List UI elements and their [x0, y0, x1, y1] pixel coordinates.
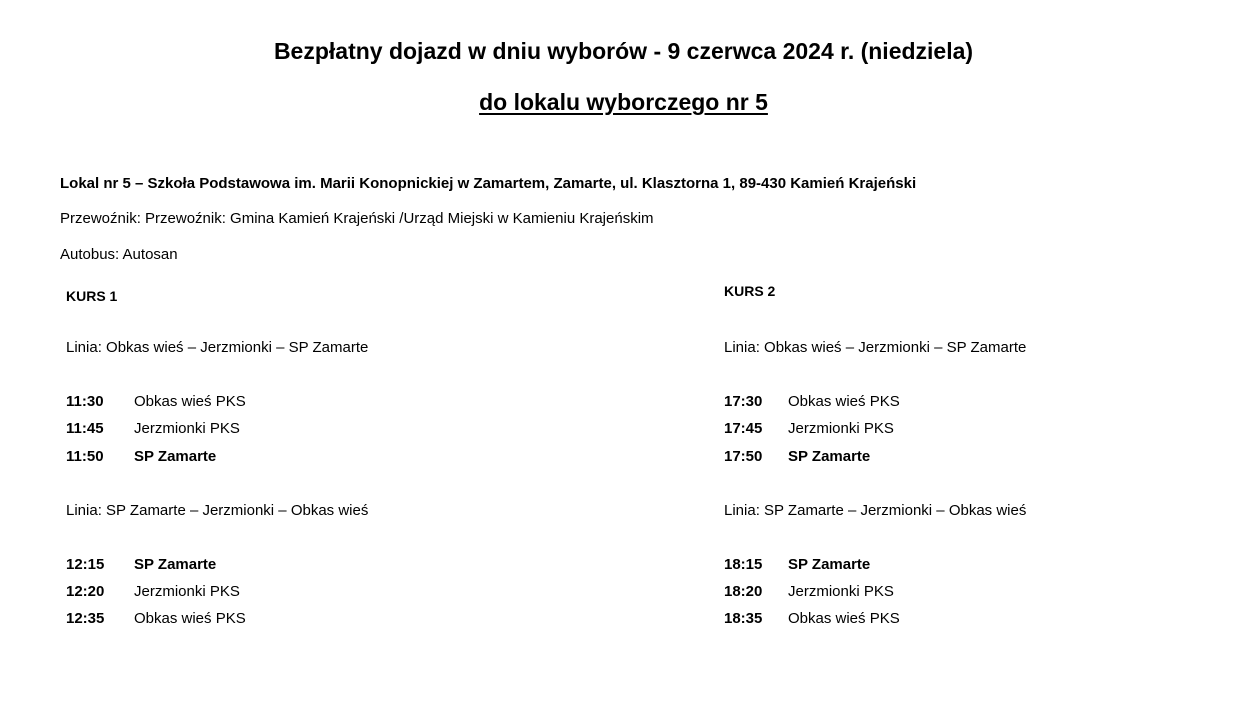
page-title: Bezpłatny dojazd w dniu wyborów - 9 czerwca 2024 r. (niedziela)	[273, 38, 974, 64]
stop-name: Obkas wieś PKS	[788, 393, 900, 410]
departure-time: 12:35	[66, 610, 105, 627]
departure-time: 18:20	[724, 583, 763, 600]
stop-name: Obkas wieś PKS	[788, 610, 900, 627]
stop-name: Jerzmionki PKS	[134, 583, 240, 600]
departure-time: 12:15	[66, 556, 105, 573]
departure-time: 17:45	[724, 420, 763, 437]
stop-name: Obkas wieś PKS	[134, 393, 246, 410]
return-line-label: Linia: SP Zamarte – Jerzmionki – Obkas wieś	[724, 502, 1027, 519]
departure-time: 18:15	[724, 556, 763, 573]
departure-time: 18:35	[724, 610, 763, 627]
stop-name: SP Zamarte	[134, 448, 217, 465]
course-heading: KURS 2	[724, 283, 776, 299]
location-info: Lokal nr 5 – Szkoła Podstawowa im. Marii Konopnickiej w Zamartem, Zamarte, ul. Klasztorna 1, 89-430 Kamień Krajeński	[60, 175, 917, 192]
departure-time: 11:45	[66, 420, 104, 437]
outbound-line-label: Linia: Obkas wieś – Jerzmionki – SP Zamarte	[724, 339, 1027, 356]
stop-name: Jerzmionki PKS	[788, 583, 894, 600]
stop-name: Jerzmionki PKS	[788, 420, 894, 437]
departure-time: 17:30	[724, 393, 763, 410]
departure-time: 11:30	[66, 393, 104, 410]
carrier-info: Przewoźnik: Przewoźnik: Gmina Kamień Krajeński /Urząd Miejski w Kamieniu Krajeńskim	[60, 210, 654, 227]
stop-name: SP Zamarte	[788, 448, 871, 465]
stop-name: Jerzmionki PKS	[134, 420, 240, 437]
return-line-label: Linia: SP Zamarte – Jerzmionki – Obkas wieś	[66, 502, 369, 519]
stop-name: SP Zamarte	[134, 556, 217, 573]
stop-name: Obkas wieś PKS	[134, 610, 246, 627]
bus-info: Autobus: Autosan	[60, 246, 178, 263]
outbound-line-label: Linia: Obkas wieś – Jerzmionki – SP Zamarte	[66, 339, 369, 356]
stop-name: SP Zamarte	[788, 556, 871, 573]
course-heading: KURS 1	[66, 288, 118, 304]
departure-time: 12:20	[66, 583, 105, 600]
departure-time: 11:50	[66, 448, 104, 465]
page-subtitle: do lokalu wyborczego nr 5	[479, 89, 768, 115]
departure-time: 17:50	[724, 448, 763, 465]
